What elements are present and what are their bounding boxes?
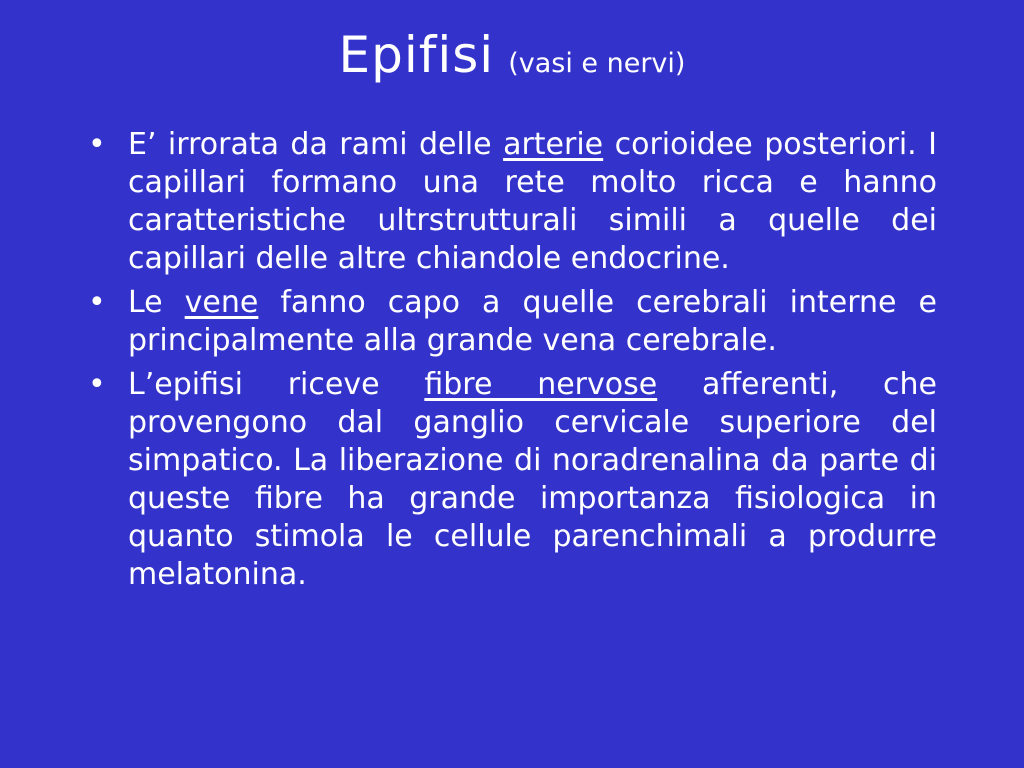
underlined-term-vene: vene xyxy=(184,285,259,320)
title-subtitle: (vasi e nervi) xyxy=(508,48,686,79)
bullet-item-fibre-nervose xyxy=(88,366,937,594)
underlined-term-fibre-nervose: fibre nervose xyxy=(424,367,658,402)
bullet-text-post: fanno capo a quelle cerebrali interne e principalmente alla grande vena cerebrale. xyxy=(128,285,937,358)
underlined-term-arterie: arterie xyxy=(503,127,604,162)
bullet-list xyxy=(88,126,937,600)
title-main: Epifisi xyxy=(338,26,495,84)
bullet-icon: • xyxy=(88,285,106,320)
bullet-text-pre: L’epifisi riceve xyxy=(128,367,425,402)
slide-title xyxy=(0,26,1024,84)
bullet-text-pre: E’ irrorata da rami delle xyxy=(128,127,504,162)
bullet-text-pre: Le xyxy=(128,285,185,320)
bullet-text-post: corioidee posteriori. I capillari formano una rete molto ricca e hanno caratteristiche ultrstrutturali simili a quelle dei capillari delle altre chiandole endocrine. xyxy=(128,127,937,276)
bullet-item-arterie xyxy=(88,126,937,278)
bullet-icon: • xyxy=(88,367,106,402)
bullet-text-post: afferenti, che provengono dal ganglio cervicale superiore del simpatico. La liberazione di noradrenalina da parte di queste fibre ha grande importanza fisiologica in quanto stimola le cellule parenchimali a produrre melatonina. xyxy=(128,367,938,592)
bullet-item-vene xyxy=(88,284,937,360)
bullet-icon: • xyxy=(88,127,106,162)
